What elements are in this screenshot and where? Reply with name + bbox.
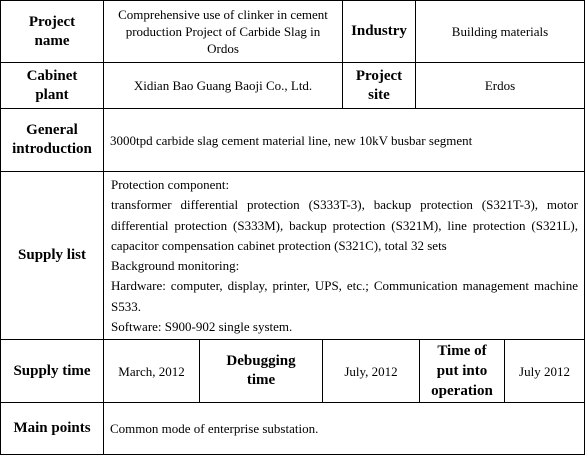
industry-label: Industry (343, 1, 416, 63)
supply-time-value: March, 2012 (104, 340, 200, 403)
main-points-label: Main points (1, 403, 104, 454)
project-name-label: Project name (1, 1, 104, 63)
main-points-value: Common mode of enterprise substation. (110, 421, 319, 436)
project-site-value: Erdos (416, 63, 584, 109)
supply-list-label: Supply list (1, 172, 104, 340)
supply-list-value (104, 172, 584, 340)
general-introduction-value: 3000tpd carbide slag cement material line, new 10kV busbar segment (104, 109, 584, 172)
general-introduction-label: General introduction (1, 109, 104, 172)
cabinet-plant-label: Cabinet plant (1, 63, 104, 109)
supply-line: Hardware: computer, display, printer, UPS, etc.; Communication management machine S533. (111, 278, 578, 314)
debugging-time-value: July, 2012 (323, 340, 420, 403)
industry-value: Building materials (416, 1, 584, 63)
project-name-value: Comprehensive use of clinker in cement production Project of Carbide Slag in Ordos (104, 1, 343, 63)
supply-line: transformer differential protection (S333T-3), backup protection (S321T-3), motor differential protection (S333M), backup protection (S321M), line protection (S321L), capacitor compensation cabinet protection (S321C), total 32 sets (111, 197, 578, 253)
operation-time-label: Time of put into operation (420, 340, 505, 403)
operation-time-value: July 2012 (505, 340, 584, 403)
cabinet-plant-value: Xidian Bao Guang Baoji Co., Ltd. (104, 63, 343, 109)
project-site-label: Project site (343, 63, 416, 109)
supply-line: Software: S900-902 single system. (111, 319, 293, 335)
debugging-time-label: Debugging time (200, 340, 323, 403)
supply-time-label: Supply time (1, 340, 104, 403)
supply-line: Protection component: (111, 177, 230, 192)
supply-line: Background monitoring: (111, 258, 240, 274)
